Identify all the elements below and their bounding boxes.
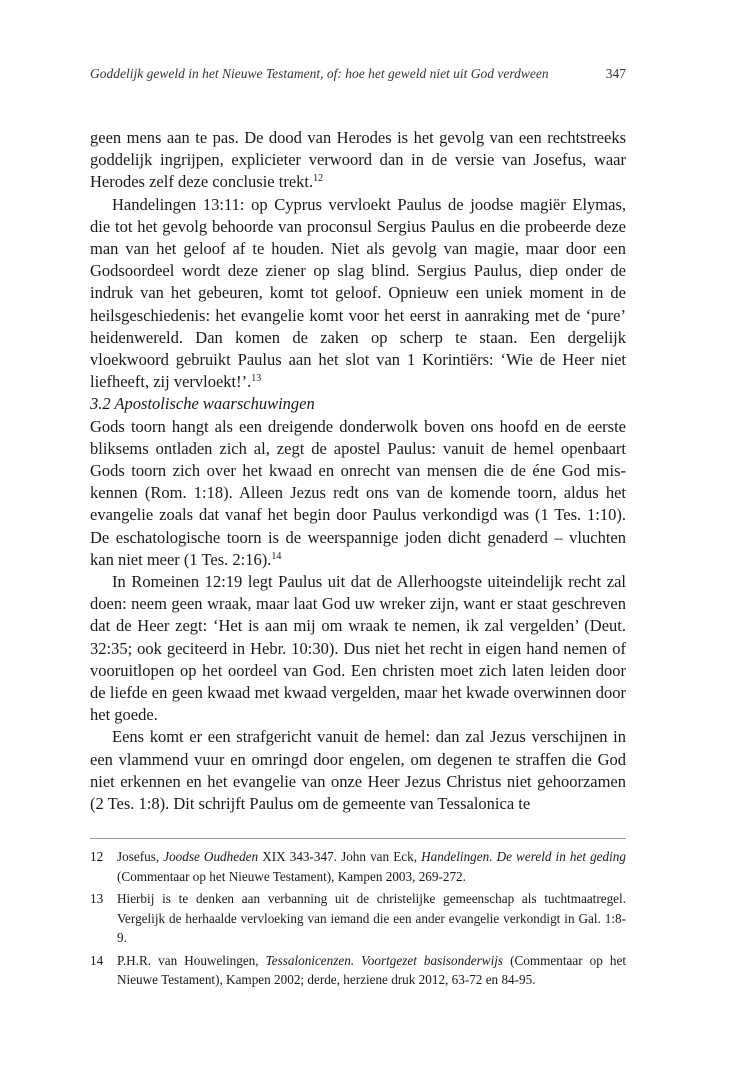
footnote-run: (Commentaar op het Nieuwe Testament), Kampen 2002; derde, herziene druk 2012, 63-72 en 84-95.: [117, 952, 626, 987]
footnote-number: 14: [90, 952, 104, 968]
running-header: [90, 66, 626, 82]
paragraph: [90, 194, 626, 394]
footnote-text: [117, 847, 626, 886]
footnote-run: P.H.R. van Houwelingen,: [117, 952, 266, 968]
footnote-ref[interactable]: 12: [313, 173, 324, 185]
paragraph-text: geen mens aan te pas. De dood van Herodes is het gevolg van een rechtstreeks goddelijk ingrijpen, explicieter verwoord dan in de versie van Josefus, waar Herodes zelf deze conclusie trekt.: [90, 128, 626, 192]
paragraph: Eens komt er een strafgericht vanuit de hemel: dan zal Jezus verschijnen in een vlammend vuur en omringd door engelen, om degenen te straffen die God niet erkennen en het evangelie van onze Heer Jezus Christus niet gehoorzamen (2 Tes. 1:8). Dit schrijft Paulus om de gemeente van Tessalonica te: [90, 727, 626, 814]
footnote-14: [90, 951, 626, 990]
footnote-text: [117, 889, 626, 948]
footnote-ref[interactable]: 14: [271, 550, 282, 562]
footnotes: [90, 847, 626, 993]
footnote-run: (Commentaar op het Nieuwe Testament), Kampen 2003, 269-272.: [117, 868, 466, 884]
footnote-12: [90, 847, 626, 886]
footnote-title: Tessalonicenzen. Voortgezet basisonderwijs: [265, 952, 504, 968]
footnote-run: XIX 343-347. John van Eck,: [258, 849, 422, 864]
page-number: 347: [605, 66, 626, 81]
running-title: Goddelijk geweld in het Nieuwe Testament, of: hoe het geweld niet uit God verdween: [90, 66, 549, 81]
footnote-number: 13: [90, 891, 104, 906]
paragraph-text: Gods toorn hangt als een dreigende donderwolk boven ons hoofd en de eerste bliksems ontladen zich al, zegt de apostel Paulus: vanuit de hemel openbaart Gods toorn zich over het kwaad en onrecht van mensen die de éne God miskennen (Rom. 1:18). Alleen Jezus redt ons van de komende toorn, aldus het evangelie zoals dat vanaf het begin door Paulus verkondigd was (1 Tes. 1:10). De eschatologische toorn is de weerspannige joden dicht genaderd – vluchten kan niet meer (1 Tes. 2:16).: [90, 416, 626, 569]
paragraph: In Romeinen 12:19 legt Paulus uit dat de Allerhoogste uiteindelijk recht zal doen: neem geen wraak, maar laat God uw wreker zijn, want er staat geschreven dat de Heer zegt: ‘Het is aan mij om wraak te nemen, ik zal vergelden’ (Deut. 32:35; ook geciteerd in Hebr. 10:30). Dus niet het recht in eigen hand nemen of vooruitlopen op het oordeel van God. Een christen moet zich laten leiden door de liefde en geen kwaad met kwaad vergelden, maar het kwade overwinnen door het goede.: [90, 572, 626, 725]
footnote-title: Handelingen. De wereld in het geding: [421, 849, 626, 864]
paragraph: [90, 416, 626, 571]
footnote-run: Hierbij is te denken aan verbanning uit de christelijke gemeenschap als tuchtmaatregel. Vergelijk de herhaalde vervloeking van iemand die een ander evangelie verkondigt in Gal. 1:8-9.: [117, 891, 626, 945]
footnote-text: [117, 951, 626, 990]
footnote-number: 12: [90, 849, 104, 864]
paragraph-text: Handelingen 13:11: op Cyprus vervloekt Paulus de joodse magiër Elymas, die tot het gevolg behoorde van proconsul Sergius Paulus en die probeerde deze man van het geloof af te houden. Niet als gevolg van magie, maar door een Godsoordeel wordt deze ziener op slag blind. Sergius Paulus, diep onder de indruk van het gebeuren, komt tot geloof. Opnieuw een uniek moment in de heilsgeschiedenis: het evangelie komt voor het eerst in aanraking met de ‘pure’ heidenwereld. Dan komen de zaken op scherp te staan. Een dergelijk vloekwoord gebruikt Paulus aan het slot van 1 Korintiërs: ‘Wie de Heer niet liefheeft, zij vervloekt!’.: [90, 194, 626, 392]
footnote-divider: [90, 838, 626, 839]
paragraph: [90, 127, 626, 194]
footnote-title: Joodse Oudheden: [163, 849, 259, 864]
footnote-run: Josefus,: [117, 849, 164, 864]
section-heading: 3.2 Apostolische waarschuwingen: [90, 394, 315, 414]
body-text: [90, 127, 626, 815]
footnote-13: [90, 889, 626, 948]
footnote-ref[interactable]: 13: [251, 373, 262, 385]
